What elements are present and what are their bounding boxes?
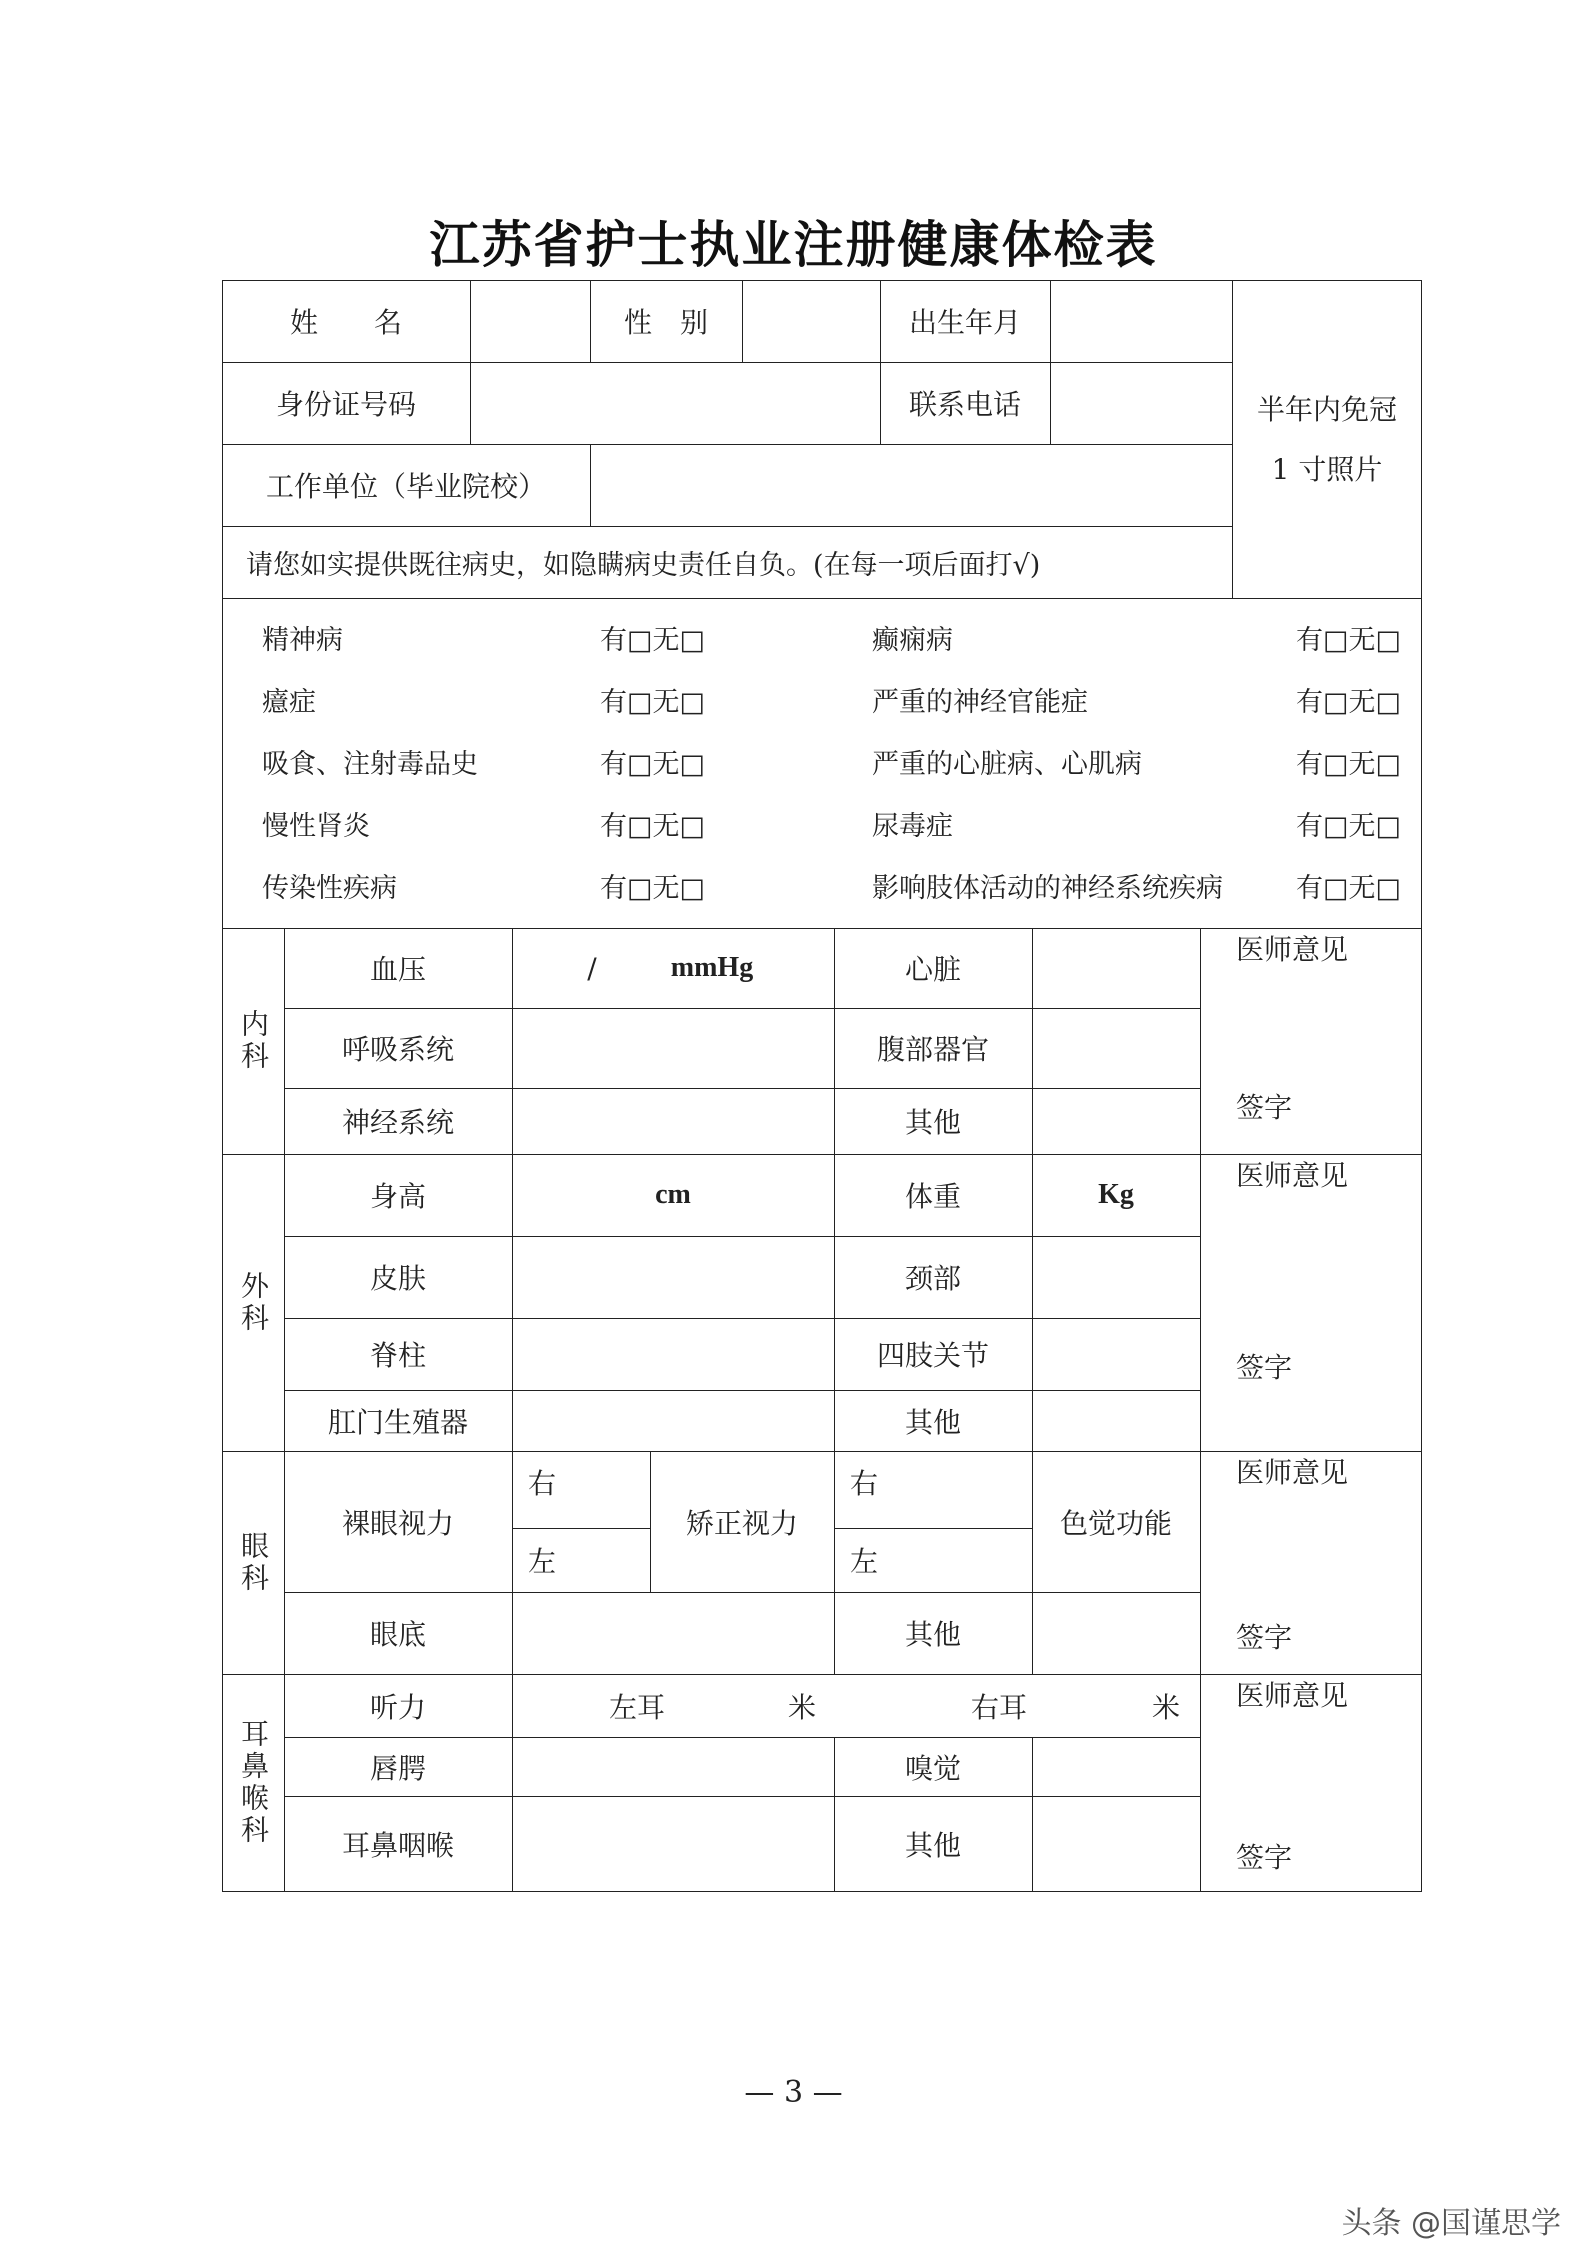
history-item-neurosis xyxy=(872,680,1088,719)
gender-field[interactable] xyxy=(742,280,880,362)
sign-label: 签字 xyxy=(1236,1621,1293,1654)
page-title: 江苏省护士执业注册健康体检表 xyxy=(429,216,1158,274)
history-label: 尿毒症 xyxy=(872,811,953,842)
history-item-infectious xyxy=(262,866,397,905)
history-checkbox[interactable]: 有□无□ xyxy=(1296,811,1402,842)
divider xyxy=(512,928,513,1154)
height-label: 身高 xyxy=(369,1180,426,1213)
history-item-mental xyxy=(262,618,343,657)
id-number-field[interactable] xyxy=(470,362,880,444)
smell-label: 嗅觉 xyxy=(904,1751,961,1785)
corrected-vision-label: 矫正视力 xyxy=(685,1506,798,1540)
blood-pressure-label: 血压 xyxy=(369,953,426,986)
history-label: 癔症 xyxy=(262,687,316,718)
opinion-label: 医师意见 xyxy=(1236,1679,1349,1712)
weight-unit: Kg xyxy=(1098,1179,1134,1210)
history-checkbox[interactable]: 有□无□ xyxy=(1296,625,1402,656)
history-checkbox[interactable]: 有□无□ xyxy=(1296,749,1402,780)
naked-left-label: 左 xyxy=(528,1545,557,1578)
history-checkbox[interactable]: 有□无□ xyxy=(600,873,706,904)
section-internal: 内科 xyxy=(237,1009,270,1073)
naked-vision-label: 裸眼视力 xyxy=(341,1506,454,1540)
sign-label: 签字 xyxy=(1236,1091,1293,1124)
eye-other-label: 其他 xyxy=(904,1618,961,1651)
watermark: 头条 @国谨思学 xyxy=(1341,2206,1561,2241)
birth-field[interactable] xyxy=(1050,280,1232,362)
history-checkbox[interactable]: 有□无□ xyxy=(600,811,706,842)
left-ear-unit: 米 xyxy=(787,1690,816,1724)
opinion-label: 医师意见 xyxy=(1236,1159,1349,1192)
photo-area xyxy=(1232,280,1422,598)
history-checkbox[interactable]: 有□无□ xyxy=(1296,687,1402,718)
opinion-label: 医师意见 xyxy=(1236,933,1349,966)
left-ear-label: 左耳 xyxy=(608,1690,665,1724)
nerve-label: 神经系统 xyxy=(341,1106,454,1139)
divider xyxy=(1200,928,1201,1892)
section-surgery: 外科 xyxy=(237,1270,270,1335)
bp-unit: mmHg xyxy=(670,952,754,983)
right-ear-label: 右耳 xyxy=(970,1690,1027,1724)
skin-label: 皮肤 xyxy=(369,1262,426,1295)
history-label: 严重的神经官能症 xyxy=(872,687,1088,718)
history-item-hysteria xyxy=(262,680,316,719)
history-label: 影响肢体活动的神经系统疾病 xyxy=(872,873,1223,904)
history-label: 慢性肾炎 xyxy=(262,811,370,842)
work-unit-label: 工作单位（毕业院校） xyxy=(265,470,546,503)
sign-label: 签字 xyxy=(1236,1351,1293,1384)
work-unit-field[interactable] xyxy=(590,444,1232,526)
divider xyxy=(512,1674,513,1892)
divider xyxy=(1032,1737,1033,1892)
history-label: 传染性疾病 xyxy=(262,873,397,904)
phone-field[interactable] xyxy=(1050,362,1232,444)
weight-label: 体重 xyxy=(904,1180,961,1213)
neck-label: 颈部 xyxy=(904,1262,961,1295)
section-ent: 耳鼻喉科 xyxy=(237,1719,270,1847)
history-checkbox[interactable]: 有□无□ xyxy=(1296,873,1402,904)
throat-label: 耳鼻咽喉 xyxy=(341,1829,454,1862)
page-number: — 3 — xyxy=(744,2075,843,2110)
notice-text: 请您如实提供既往病史，如隐瞒病史责任自负。(在每一项后面打√) xyxy=(246,549,1041,581)
name-label: 姓 名 xyxy=(289,306,402,339)
height-unit: cm xyxy=(655,1179,691,1210)
internal-other-label: 其他 xyxy=(904,1106,961,1139)
color-vision-label: 色觉功能 xyxy=(1059,1506,1172,1540)
phone-label: 联系电话 xyxy=(908,388,1021,421)
right-ear-unit: 米 xyxy=(1151,1690,1180,1724)
corrected-left-label: 左 xyxy=(850,1545,879,1578)
history-checkbox[interactable]: 有□无□ xyxy=(600,687,706,718)
hearing-label: 听力 xyxy=(369,1690,426,1724)
surgery-other-label: 其他 xyxy=(904,1405,961,1439)
opinion-label: 医师意见 xyxy=(1236,1456,1349,1489)
id-number-label: 身份证号码 xyxy=(275,388,416,421)
history-item-neuro xyxy=(872,866,1223,905)
history-item-heart xyxy=(872,742,1142,781)
divider xyxy=(222,598,1422,599)
history-item-nephritis xyxy=(262,804,370,843)
photo-label: 半年内免冠 xyxy=(1256,393,1397,426)
anal-label: 肛门生殖器 xyxy=(327,1405,468,1439)
history-label: 严重的心脏病、心肌病 xyxy=(872,749,1142,780)
lip-label: 唇腭 xyxy=(369,1751,426,1785)
ent-other-label: 其他 xyxy=(904,1829,961,1862)
spine-label: 脊柱 xyxy=(369,1339,426,1372)
resp-label: 呼吸系统 xyxy=(341,1033,454,1066)
gender-label: 性 别 xyxy=(623,306,708,339)
history-checkbox[interactable]: 有□无□ xyxy=(600,749,706,780)
corrected-right-label: 右 xyxy=(850,1467,879,1500)
name-field[interactable] xyxy=(470,280,590,362)
history-label: 癫痫病 xyxy=(872,625,953,656)
sign-label: 签字 xyxy=(1236,1841,1293,1874)
health-exam-form xyxy=(222,280,1422,1892)
fundus-label: 眼底 xyxy=(369,1618,426,1651)
history-label: 精神病 xyxy=(262,625,343,656)
history-item-epilepsy xyxy=(872,618,953,657)
naked-right-label: 右 xyxy=(528,1467,557,1500)
divider xyxy=(1032,928,1033,1154)
bp-slash: / xyxy=(587,951,597,985)
birth-label: 出生年月 xyxy=(908,306,1021,339)
section-eye: 眼科 xyxy=(237,1530,270,1595)
history-item-uremia xyxy=(872,804,953,843)
history-checkbox[interactable]: 有□无□ xyxy=(600,625,706,656)
limbs-label: 四肢关节 xyxy=(876,1339,989,1372)
photo-size-label: 1 寸照片 xyxy=(1271,453,1383,486)
abdomen-label: 腹部器官 xyxy=(876,1033,989,1066)
divider xyxy=(512,1451,513,1674)
history-item-drugs xyxy=(262,742,478,781)
heart-label: 心脏 xyxy=(904,953,961,986)
history-label: 吸食、注射毒品史 xyxy=(262,749,478,780)
